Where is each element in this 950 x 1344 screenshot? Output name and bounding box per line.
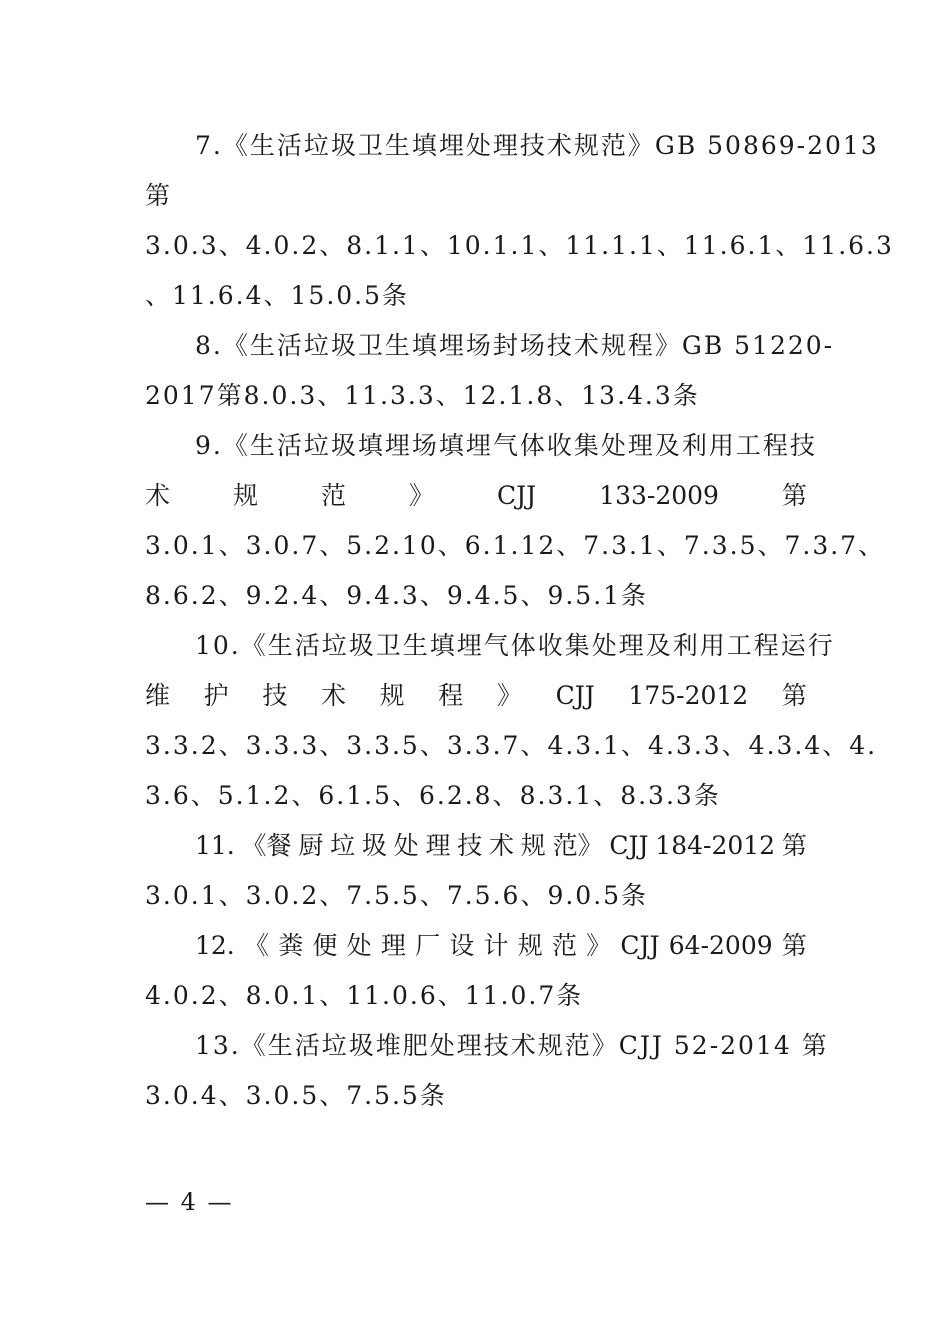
token: 范》 bbox=[552, 831, 603, 860]
token: 技 bbox=[262, 681, 288, 710]
token: 计 bbox=[483, 931, 509, 960]
token: 处 bbox=[393, 831, 419, 860]
item-10-line-2 bbox=[145, 671, 807, 721]
token: 184-2012 bbox=[655, 831, 776, 860]
page-number: — 4 — bbox=[145, 1188, 234, 1216]
item-9-line-3: 3.0.1、3.0.7、5.2.10、6.1.12、7.3.1、7.3.5、7.3.7、 bbox=[145, 531, 886, 560]
item-13-line-2: 3.0.4、3.0.5、7.5.5条 bbox=[145, 1081, 447, 1110]
item-9-line-1: 9.《生活垃圾填埋场填埋气体收集处理及利用工程技 bbox=[195, 431, 817, 460]
token: 维 bbox=[145, 681, 171, 710]
item-10-line-3: 3.3.2、3.3.3、3.3.5、3.3.7、4.3.1、4.3.3、4.3.4、4. bbox=[145, 731, 878, 760]
token: 《餐 bbox=[241, 831, 292, 860]
token: 垃 bbox=[330, 831, 356, 860]
token: 规 bbox=[233, 481, 259, 510]
item-9-line-2 bbox=[145, 471, 807, 521]
token: 范 bbox=[551, 931, 577, 960]
token: 175-2012 bbox=[628, 681, 749, 710]
token: 设 bbox=[449, 931, 475, 960]
token: 术 bbox=[145, 481, 171, 510]
token: CJJ bbox=[497, 481, 537, 510]
item-7-line-2: 第 bbox=[145, 181, 173, 210]
token: 术 bbox=[320, 681, 346, 710]
item-7-line-1: 7.《生活垃圾卫生填埋处理技术规范》GB 50869-2013 bbox=[195, 131, 879, 160]
token: 厨 bbox=[298, 831, 324, 860]
token: 技 bbox=[457, 831, 483, 860]
token: 》 bbox=[496, 681, 522, 710]
item-11-line-1 bbox=[195, 821, 807, 871]
token: 第 bbox=[781, 481, 807, 510]
item-12-line-1 bbox=[195, 921, 807, 971]
item-8-line-1: 8.《生活垃圾卫生填埋场封场技术规程》GB 51220- bbox=[195, 331, 835, 360]
token: 》 bbox=[586, 931, 612, 960]
token: 64-2009 bbox=[668, 931, 773, 960]
token: CJJ bbox=[609, 831, 649, 860]
token: CJJ bbox=[620, 931, 660, 960]
token: 》 bbox=[409, 481, 435, 510]
item-7-line-4: 、11.6.4、15.0.5条 bbox=[145, 281, 410, 310]
token: 规 bbox=[520, 831, 546, 860]
token: 圾 bbox=[361, 831, 387, 860]
token: 范 bbox=[321, 481, 347, 510]
token: 术 bbox=[489, 831, 515, 860]
token: 第 bbox=[781, 831, 807, 860]
item-12-line-2: 4.0.2、8.0.1、11.0.6、11.0.7条 bbox=[145, 981, 584, 1010]
token: 12. bbox=[195, 931, 235, 960]
token: 厂 bbox=[415, 931, 441, 960]
item-13-line-1: 13.《生活垃圾堆肥处理技术规范》CJJ 52-2014 第 bbox=[195, 1031, 829, 1060]
item-10-line-4: 3.6、5.1.2、6.1.5、6.2.8、8.3.1、8.3.3条 bbox=[145, 781, 721, 810]
token: 程 bbox=[438, 681, 464, 710]
token: 处 bbox=[346, 931, 372, 960]
token: CJJ bbox=[555, 681, 595, 710]
item-11-line-2: 3.0.1、3.0.2、7.5.5、7.5.6、9.0.5条 bbox=[145, 881, 649, 910]
token: 第 bbox=[781, 681, 807, 710]
item-8-line-2: 2017第8.0.3、11.3.3、12.1.8、13.4.3条 bbox=[145, 381, 700, 410]
token: 《 bbox=[243, 931, 269, 960]
token: 护 bbox=[203, 681, 229, 710]
token: 11. bbox=[195, 831, 235, 860]
token: 理 bbox=[425, 831, 451, 860]
token: 便 bbox=[312, 931, 338, 960]
item-9-line-4: 8.6.2、9.2.4、9.4.3、9.4.5、9.5.1条 bbox=[145, 581, 649, 610]
token: 粪 bbox=[278, 931, 304, 960]
token: 规 bbox=[517, 931, 543, 960]
item-7-line-3: 3.0.3、4.0.2、8.1.1、10.1.1、11.1.1、11.6.1、11.6.3 bbox=[145, 231, 894, 260]
item-10-line-1: 10.《生活垃圾卫生填埋气体收集处理及利用工程运行 bbox=[195, 631, 835, 660]
token: 理 bbox=[380, 931, 406, 960]
token: 第 bbox=[781, 931, 807, 960]
token: 规 bbox=[379, 681, 405, 710]
token: 133-2009 bbox=[599, 481, 719, 510]
